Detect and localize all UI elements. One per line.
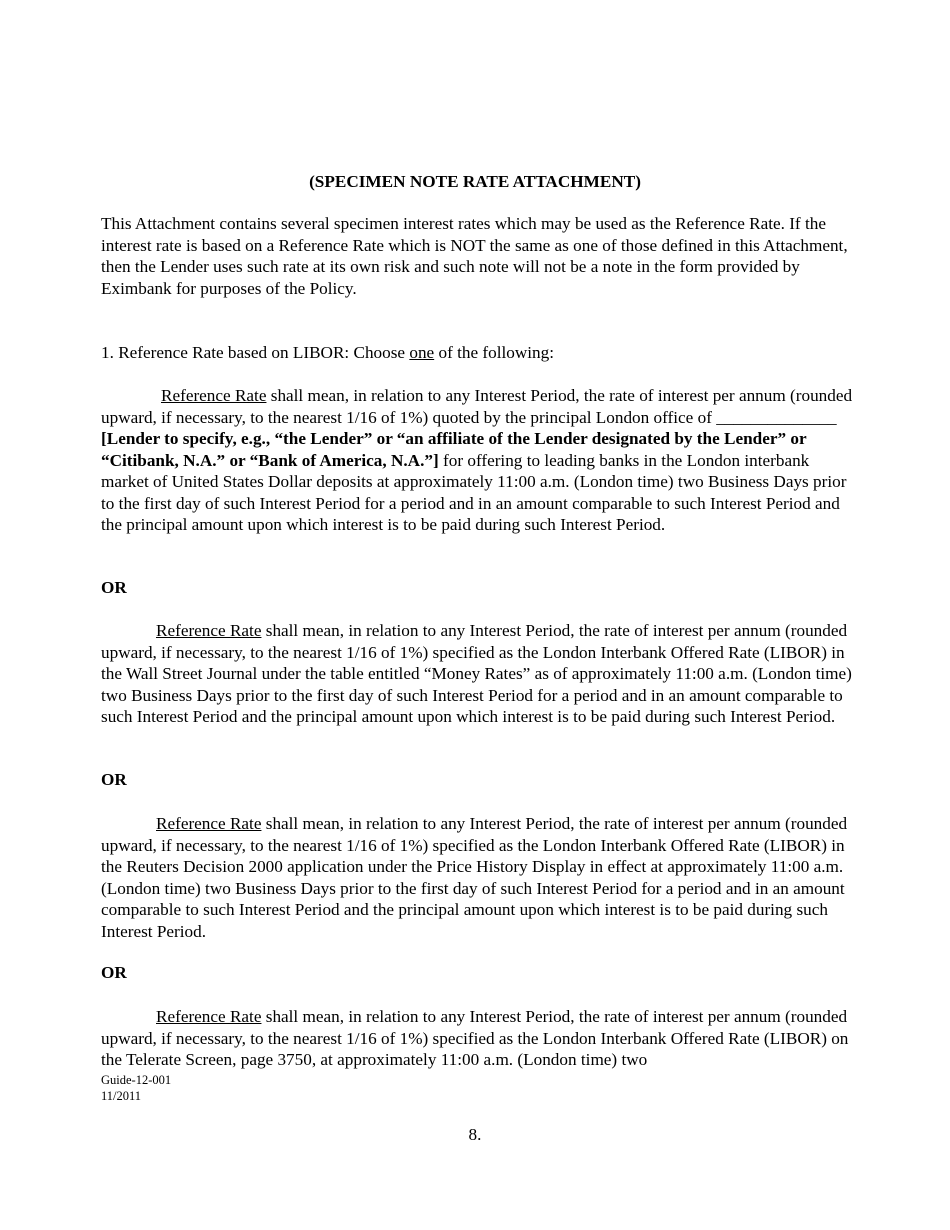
definition-paragraph-3 bbox=[101, 813, 861, 942]
defined-term: Reference Rate bbox=[161, 386, 267, 405]
defined-term: Reference Rate bbox=[156, 814, 262, 833]
page-footer bbox=[101, 1072, 171, 1104]
or-separator: OR bbox=[101, 578, 127, 597]
intro-paragraph: This Attachment contains several specimen interest rates which may be used as the Reference Rate. If the interest rate is based on a Reference Rate which is NOT the same as one of those defined in this Attachment, then the Lender uses such rate at its own risk and such note will not be a note in the form provided by Eximbank for purposes of the Policy. bbox=[101, 214, 848, 298]
defined-term: Reference Rate bbox=[156, 621, 262, 640]
section-1-heading bbox=[101, 342, 861, 364]
para1-text-a: shall mean, in relation to any Interest Period, the rate of interest per annum (rounded upward, if necessary, to the nearest 1/16 of 1%) quoted by the principal London office of bbox=[101, 386, 853, 427]
para4-text: shall mean, in relation to any Interest Period, the rate of interest per annum (rounded upward, if necessary, to the nearest 1/16 of 1%) specified as the London Interbank Offered Rate (LIBOR) on the Telerate Screen, page 3750, at approximately 11:00 a.m. (London time) two bbox=[101, 1007, 849, 1069]
footer-date: 11/2011 bbox=[101, 1089, 142, 1103]
page-number: 8. bbox=[468, 1125, 482, 1144]
definition-paragraph-1 bbox=[101, 385, 861, 536]
lender-instruction: [Lender to specify, e.g., “the Lender” or “an affiliate of the Lender designated by the Lender” or “Citibank, N.A.” or “Bank of America, N.A.”] bbox=[101, 429, 807, 470]
section-1-underlined-word: one bbox=[409, 343, 435, 362]
definition-paragraph-4 bbox=[101, 1006, 861, 1071]
or-separator: OR bbox=[101, 963, 127, 982]
defined-term: Reference Rate bbox=[156, 1007, 262, 1026]
or-separator: OR bbox=[101, 770, 127, 789]
section-1-prefix: 1. Reference Rate based on LIBOR: Choose bbox=[101, 343, 410, 362]
lender-blank: ______________ bbox=[716, 407, 837, 427]
para3-text: shall mean, in relation to any Interest Period, the rate of interest per annum (rounded upward, if necessary, to the nearest 1/16 of 1%) specified as the London Interbank Offered Rate (LIBOR) in the Reuters Decision 2000 application under the Price History Display in effect at approximately 11:00 a.m. (London time) two Business Days prior to the first day of such Interest Period for a period and in an amount comparable to such Interest Period and the principal amount upon which interest is to be paid during such Interest Period. bbox=[101, 814, 848, 941]
section-1-suffix: of the following: bbox=[434, 343, 554, 362]
footer-doc-id: Guide-12-001 bbox=[101, 1073, 172, 1087]
definition-paragraph-2 bbox=[101, 620, 861, 728]
para1-text-b: for offering to leading banks in the London interbank market of United States Dollar deposits at approximately 11:00 a.m. (London time) two Business Days prior to the first day of such Interest Period for a period and in an amount comparable to such Interest Period and the principal amount upon which interest is to be paid during such Interest Period. bbox=[101, 450, 847, 534]
para2-text: shall mean, in relation to any Interest Period, the rate of interest per annum (rounded upward, if necessary, to the nearest 1/16 of 1%) specified as the London Interbank Offered Rate (LIBOR) in the Wall Street Journal under the table entitled “Money Rates” as of approximately 11:00 a.m. (London time) two Business Days prior to the first day of such Interest Period for a period and in an amount comparable to such Interest Period and the principal amount upon which interest is to be paid during such Interest Period. bbox=[101, 621, 852, 726]
document-title: (SPECIMEN NOTE RATE ATTACHMENT) bbox=[309, 172, 641, 191]
